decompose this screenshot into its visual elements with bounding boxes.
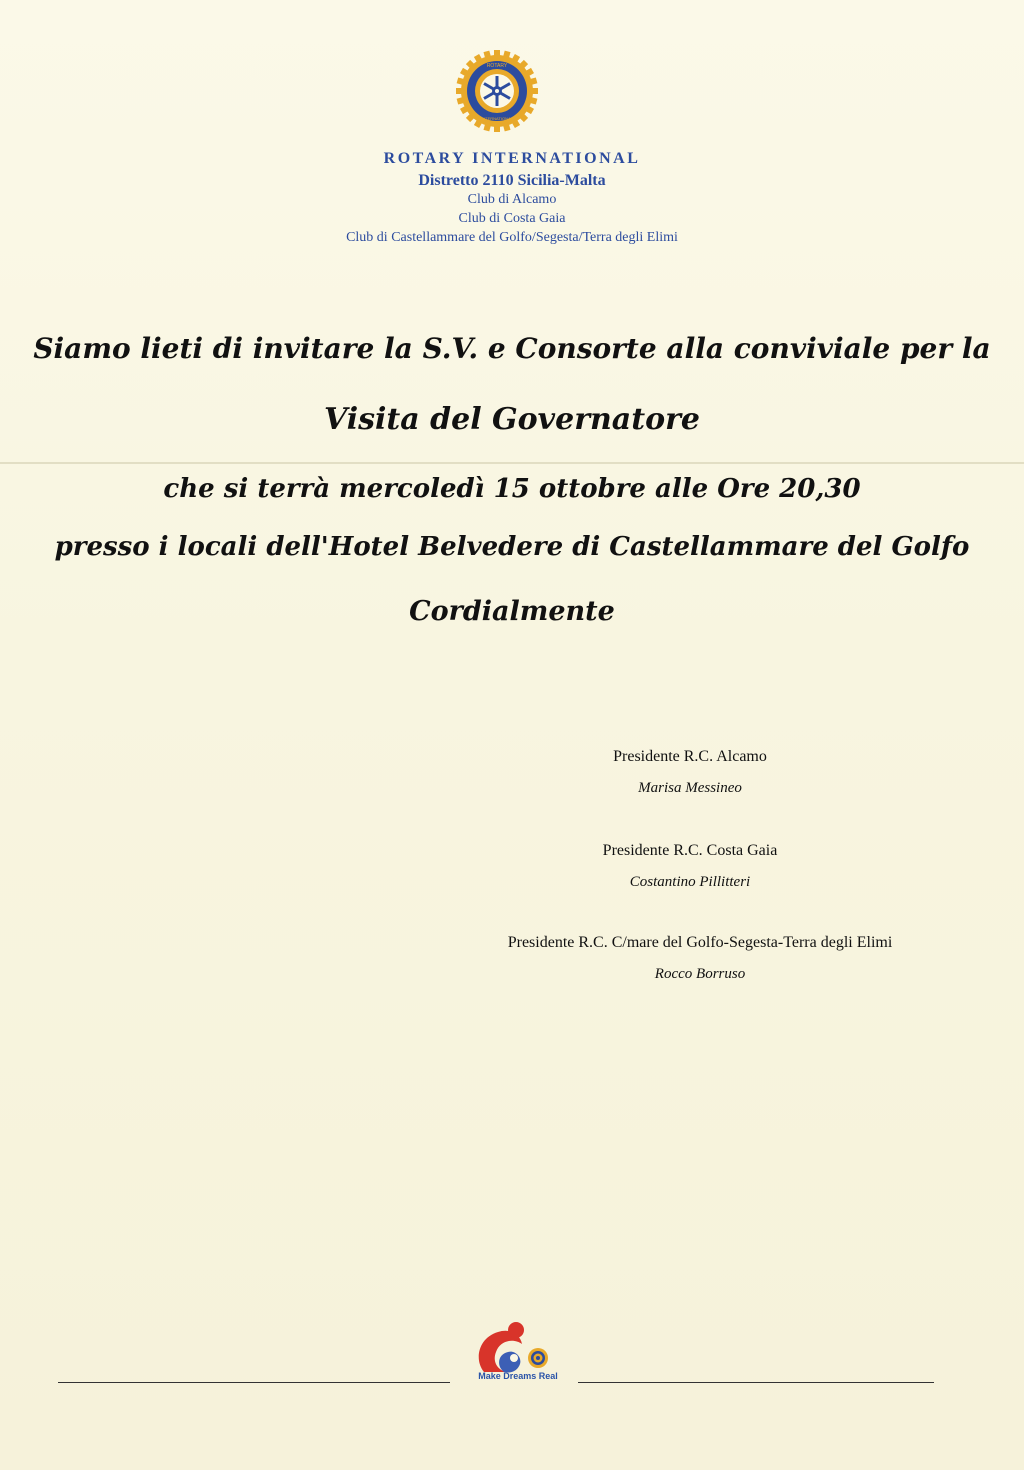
footer-logo-text: Make Dreams Real xyxy=(478,1371,558,1381)
emblem-label-top: ROTARY xyxy=(486,63,508,69)
closing: Cordialmente xyxy=(409,596,615,627)
invitation-line: Siamo lieti di invitare la S.V. e Consorte alla conviviale per la xyxy=(33,332,991,365)
footer-rule xyxy=(58,1382,450,1383)
paper-fold xyxy=(0,462,1024,464)
signatory-role: Presidente R.C. Costa Gaia xyxy=(602,842,778,859)
district-title: Distretto 2110 Sicilia-Malta xyxy=(418,172,606,189)
signatory-name: Rocco Borruso xyxy=(654,966,746,982)
rotary-wheel-icon xyxy=(454,48,540,134)
club-name: Club di Costa Gaia xyxy=(458,211,566,226)
club-name: Club di Alcamo xyxy=(467,192,557,207)
club-name: Club di Castellammare del Golfo/Segesta/Terra degli Elimi xyxy=(346,230,678,245)
signatory-name: Costantino Pillitteri xyxy=(629,874,751,890)
event-title: Visita del Governatore xyxy=(323,402,701,437)
event-venue: presso i locali dell'Hotel Belvedere di Castellammare del Golfo xyxy=(54,532,970,562)
signatory-role: Presidente R.C. C/mare del Golfo-Segesta-Terra degli Elimi xyxy=(507,934,893,951)
event-date: che si terrà mercoledì 15 ottobre alle Ore 20,30 xyxy=(163,474,861,504)
signatory-name: Marisa Messineo xyxy=(638,780,742,796)
organization-title: ROTARY INTERNATIONAL xyxy=(383,150,641,167)
emblem-label-bottom: INTERNATIONAL xyxy=(481,116,513,121)
footer-rule xyxy=(578,1382,934,1383)
signatory-role: Presidente R.C. Alcamo xyxy=(613,748,767,765)
